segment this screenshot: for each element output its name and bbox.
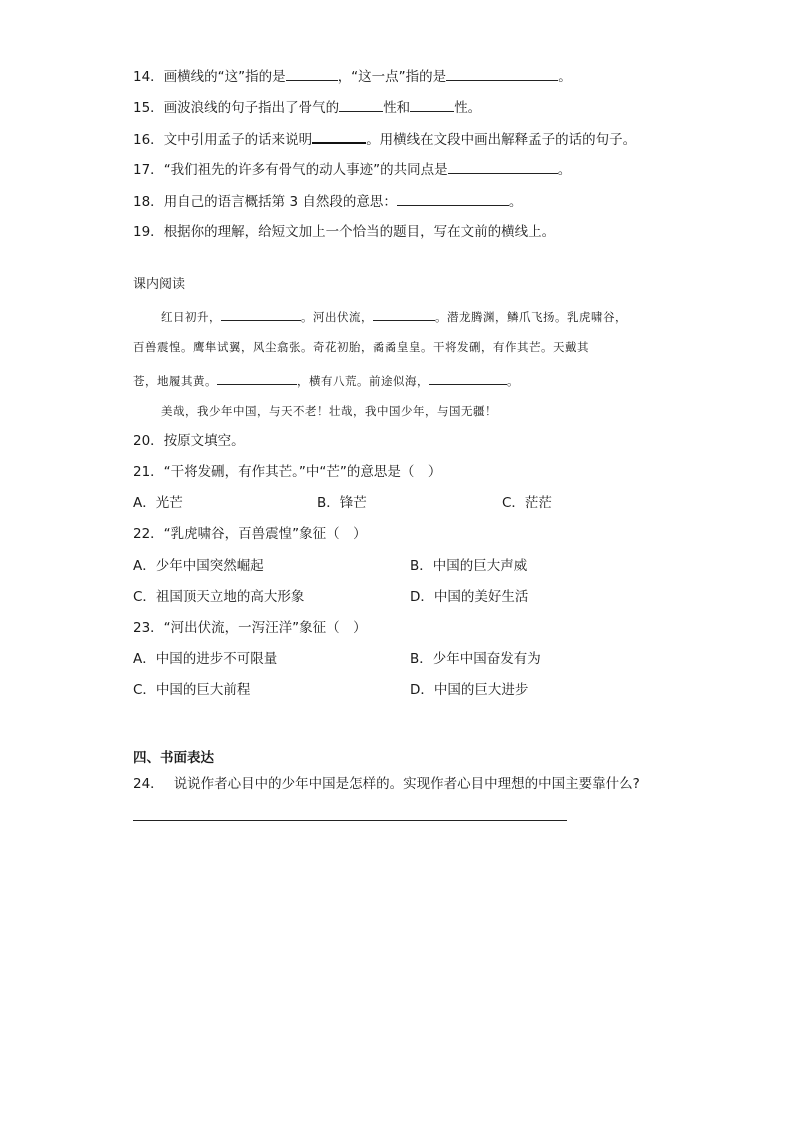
question-text: 。 bbox=[508, 194, 523, 210]
option-a[interactable]: A．光芒 bbox=[133, 495, 183, 511]
option-a[interactable]: A．中国的进步不可限量 bbox=[133, 651, 278, 667]
answer-blank[interactable] bbox=[339, 97, 383, 112]
question-text: 用自己的语言概括第 3 自然段的意思： bbox=[163, 194, 397, 210]
passage-blank[interactable] bbox=[429, 370, 507, 385]
section-title-reading: 课内阅读 bbox=[133, 277, 186, 292]
answer-blank[interactable] bbox=[410, 97, 454, 112]
option-b[interactable]: B．少年中国奋发有为 bbox=[410, 651, 541, 667]
question-15 bbox=[133, 97, 481, 117]
question-24 bbox=[133, 775, 640, 793]
passage-blank[interactable] bbox=[217, 370, 297, 385]
question-18 bbox=[133, 191, 522, 211]
question-number: 17． bbox=[133, 162, 164, 178]
question-22-stem: 22．“乳虎啸谷，百兽震惶”象征（ ） bbox=[133, 526, 367, 542]
option-c[interactable]: C．中国的巨大前程 bbox=[133, 682, 251, 698]
option-b[interactable]: B．中国的巨大声威 bbox=[410, 558, 528, 574]
section-title-writing: 四、书面表达 bbox=[133, 750, 214, 766]
answer-blank[interactable] bbox=[446, 66, 558, 81]
passage-blank[interactable] bbox=[221, 306, 301, 321]
question-text: ，“这一点”指的是 bbox=[337, 69, 447, 85]
option-d[interactable]: D．中国的美好生活 bbox=[410, 589, 529, 605]
question-text: 。用横线在文段中画出解释孟子的话的句子。 bbox=[366, 132, 637, 148]
question-text: 根据你的理解，给短文加上一个恰当的题目，写在文前的横线上。 bbox=[163, 224, 556, 240]
passage-text: 苍，地履其黄。 bbox=[133, 374, 217, 388]
question-text: 性。 bbox=[454, 100, 482, 116]
question-14 bbox=[133, 66, 572, 86]
question-23-stem: 23．“河出伏流，一泻汪洋”象征（ ） bbox=[133, 620, 367, 636]
question-20 bbox=[133, 432, 245, 450]
question-text: 画横线的“这”指的是 bbox=[163, 69, 286, 85]
option-b[interactable]: B．锋芒 bbox=[317, 495, 367, 511]
question-number: 14． bbox=[133, 69, 164, 85]
passage-line-4: 美哉，我少年中国，与天不老！壮哉，我中国少年，与国无疆！ bbox=[161, 404, 497, 418]
passage-text: 红日初升， bbox=[161, 310, 221, 324]
question-number: 24． bbox=[133, 776, 164, 792]
question-21-stem: 21．“干将发硎，有作其芒。”中“芒”的意思是（ ） bbox=[133, 464, 442, 480]
option-a[interactable]: A．少年中国突然崛起 bbox=[133, 558, 264, 574]
passage-line-2: 百兽震惶。鹰隼试翼，风尘翕张。奇花初胎，矞矞皇皇。干将发硎，有作其芒。天戴其 bbox=[133, 340, 589, 354]
option-c[interactable]: C．茫茫 bbox=[502, 495, 552, 511]
answer-blank[interactable] bbox=[312, 128, 366, 144]
passage-line-1 bbox=[161, 306, 701, 326]
question-number: 18． bbox=[133, 194, 164, 210]
question-number: 15． bbox=[133, 100, 164, 116]
passage-text: ，横有八荒。前途似海， bbox=[297, 374, 429, 388]
question-text: 画波浪线的句子指出了骨气的 bbox=[163, 100, 340, 116]
question-text: 按原文填空。 bbox=[163, 433, 245, 449]
question-17 bbox=[133, 159, 571, 179]
question-number: 19． bbox=[133, 224, 164, 240]
question-text: 。 bbox=[557, 162, 572, 178]
question-text: 说说作者心目中的少年中国是怎样的。实现作者心目中理想的中国主要靠什么? bbox=[173, 776, 640, 792]
question-text: “我们祖先的许多有骨气的动人事迹”的共同点是 bbox=[163, 162, 448, 178]
passage-blank[interactable] bbox=[373, 306, 435, 321]
passage-line-3 bbox=[133, 370, 673, 390]
question-text: 文中引用孟子的话来说明 bbox=[163, 132, 313, 148]
option-d[interactable]: D．中国的巨大进步 bbox=[410, 682, 529, 698]
question-text: 性和 bbox=[383, 100, 411, 116]
answer-blank[interactable] bbox=[286, 66, 338, 81]
answer-blank[interactable] bbox=[448, 159, 558, 174]
question-number: 20． bbox=[133, 433, 164, 449]
question-text: 。 bbox=[558, 69, 572, 85]
question-16 bbox=[133, 128, 636, 149]
passage-text: 。河出伏流， bbox=[301, 310, 373, 324]
question-number: 16． bbox=[133, 132, 164, 148]
question-19 bbox=[133, 223, 555, 241]
passage-text: 。 bbox=[507, 374, 519, 388]
answer-line[interactable] bbox=[133, 820, 567, 821]
passage-text: 。潜龙腾渊，鳞爪飞扬。乳虎啸谷， bbox=[435, 310, 627, 324]
answer-blank[interactable] bbox=[397, 191, 509, 206]
option-c[interactable]: C．祖国顶天立地的高大形象 bbox=[133, 589, 305, 605]
